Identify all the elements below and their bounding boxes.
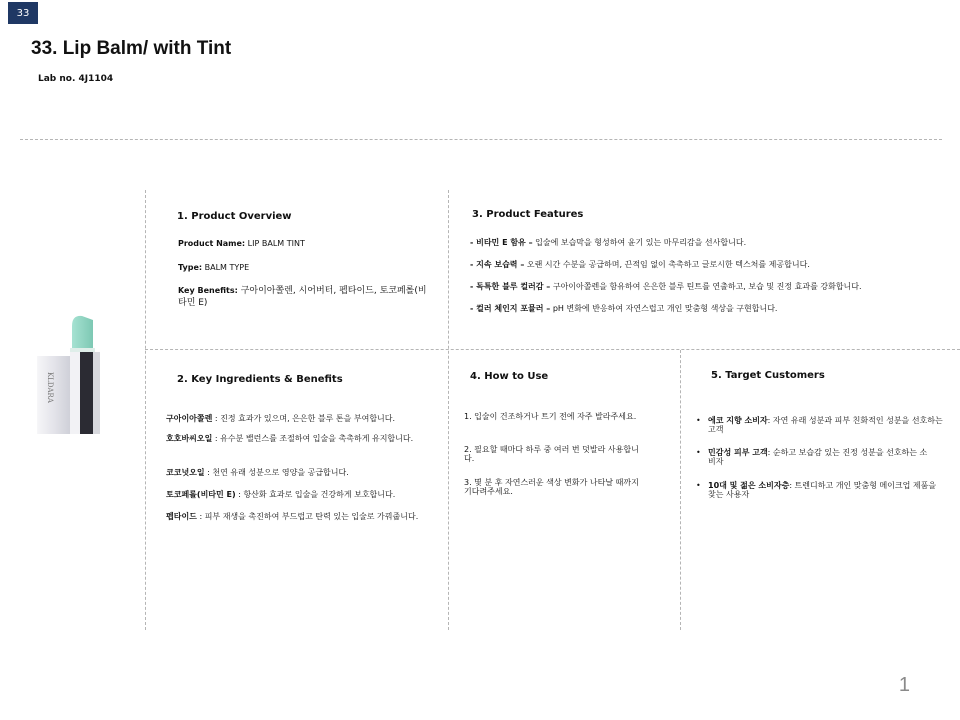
overview-heading: 1. Product Overview — [177, 211, 292, 222]
ingredient-item — [166, 512, 436, 521]
feature-text: 오랜 시간 수분을 공급하며, 끈적임 없이 촉촉하고 글로시한 텍스처를 제공합니다. — [524, 260, 810, 269]
target-label: 10대 및 젊은 소비자층 — [708, 481, 790, 490]
target-text: : 자연 유래 성분과 피부 친화적인 성분을 선호하는 고객 — [708, 416, 943, 434]
ingredient-name: 호호바씨오일 — [166, 434, 213, 443]
ingredient-text: : 진정 효과가 있으며, 은은한 블루 톤을 부여합니다. — [212, 414, 396, 423]
grid-right-divider — [680, 350, 681, 630]
ingredient-item — [166, 414, 436, 423]
product-type-line — [178, 263, 438, 273]
ingredient-text: : 피부 재생을 촉진하여 부드럽고 탄력 있는 입술로 가꿔줍니다. — [196, 512, 419, 521]
how-to-use-step: 1. 입술이 건조하거나 트기 전에 자주 발라주세요. — [464, 412, 637, 421]
target-item — [696, 448, 946, 466]
target-item — [696, 481, 946, 499]
product-type-value: BALM TYPE — [202, 263, 250, 272]
key-benefits-line — [178, 285, 428, 309]
target-text: : 트렌디하고 개인 맞춤형 메이크업 제품을 찾는 사용자 — [708, 481, 937, 499]
feature-text: 구아이아쫄렌을 함유하여 은은한 블루 틴트를 연출하고, 보습 및 진정 효과를 강화합니다. — [550, 282, 862, 291]
target-text: : 순하고 보습감 있는 진정 성분을 선호하는 소비자 — [708, 448, 928, 466]
ingredient-text: : 유수분 밸런스를 조절하여 입술을 촉촉하게 유지합니다. — [212, 434, 414, 443]
how-to-use-step: 2. 필요할 때마다 하루 중 여러 번 덧발라 사용합니다. — [464, 445, 639, 463]
grid-left-divider — [145, 190, 146, 630]
key-benefits-label: Key Benefits: — [178, 286, 238, 295]
lip-balm-illustration — [36, 312, 102, 436]
product-brand-text: KLDARA — [46, 372, 54, 403]
page-number: 1 — [898, 674, 910, 696]
feature-item — [470, 238, 940, 248]
ingredient-name: 토코페롤(비타민 E) — [166, 490, 236, 499]
product-name-line — [178, 239, 438, 249]
header-divider — [20, 139, 942, 140]
product-name-value: LIP BALM TINT — [245, 239, 305, 248]
feature-bold: - 비타민 E 함유 – — [470, 238, 533, 247]
ingredient-text: : 항산화 효과로 입술을 건강하게 보호합니다. — [235, 490, 396, 499]
product-name-label: Product Name: — [178, 239, 246, 248]
bullet-icon: • — [696, 416, 701, 425]
page-title: 33. Lip Balm/ with Tint — [31, 38, 232, 59]
features-heading: 3. Product Features — [472, 209, 584, 220]
ingredient-text: : 천연 유래 성분으로 영양을 공급합니다. — [204, 468, 349, 477]
ingredient-name: 구아이아쫄렌 — [166, 414, 213, 423]
target-item — [696, 416, 946, 434]
ingredient-item — [166, 434, 436, 443]
feature-bold: - 독특한 블루 컬러감 – — [470, 282, 551, 291]
feature-text: pH 변화에 반응하여 자연스럽고 개인 맞춤형 색상을 구현합니다. — [550, 304, 778, 313]
feature-item — [470, 282, 940, 292]
ingredients-heading: 2. Key Ingredients & Benefits — [177, 374, 343, 385]
target-label: 에코 지향 소비자 — [708, 416, 768, 425]
bullet-icon: • — [696, 448, 701, 457]
product-type-label: Type: — [178, 263, 203, 272]
bullet-icon: • — [696, 481, 701, 490]
how-to-use-step: 3. 몇 분 후 자연스러운 색상 변화가 나타날 때까지 기다려주세요. — [464, 478, 639, 496]
ingredient-item — [166, 490, 436, 499]
target-label: 민감성 피부 고객 — [708, 448, 768, 457]
ingredient-name: 코코넛오일 — [166, 468, 205, 477]
how-to-use-heading: 4. How to Use — [470, 371, 549, 382]
target-heading: 5. Target Customers — [711, 370, 825, 381]
feature-item — [470, 260, 940, 270]
feature-text: 입술에 보습막을 형성하여 윤기 있는 마무리감을 선사합니다. — [532, 238, 747, 247]
feature-bold: - 컬러 체인지 포뮬러 – — [470, 304, 551, 313]
ingredient-name: 펩타이드 — [166, 512, 197, 521]
grid-middle-divider — [448, 190, 449, 630]
lab-number: Lab no. 4J1104 — [38, 74, 114, 84]
slide-number-badge: 33 — [8, 2, 38, 24]
product-image — [36, 312, 102, 436]
ingredient-item — [166, 468, 436, 477]
key-benefits-value: 구아이아쫄렌, 시어버터, 펩타이드, 토코페롤(비타민 E) — [178, 286, 427, 308]
feature-item — [470, 304, 940, 314]
grid-row-divider — [145, 349, 960, 350]
feature-bold: - 지속 보습력 – — [470, 260, 525, 269]
